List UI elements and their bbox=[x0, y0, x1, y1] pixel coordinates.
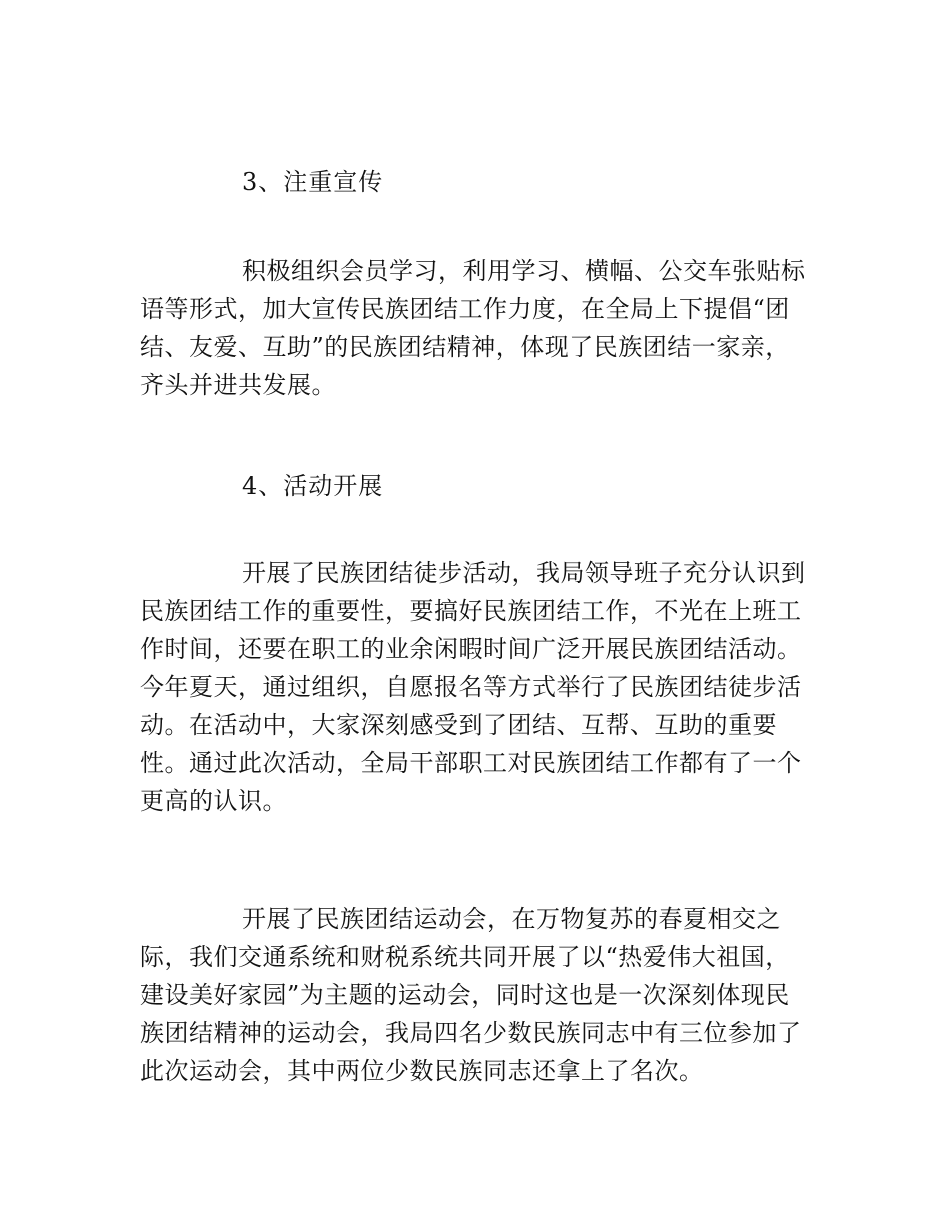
paragraph-line: 今年夏天，通过组织，自愿报名等方式举行了民族团结徒步活 bbox=[140, 673, 802, 701]
paragraph-line: 族团结精神的运动会，我局四名少数民族同志中有三位参加了 bbox=[140, 1019, 802, 1047]
paragraph-line: 开展了民族团结运动会，在万物复苏的春夏相交之 bbox=[242, 905, 781, 933]
paragraph-publicity bbox=[140, 252, 812, 404]
paragraph-line: 开展了民族团结徒步活动，我局领导班子充分认识到 bbox=[242, 559, 806, 587]
paragraph-line: 积极组织会员学习，利用学习、横幅、公交车张贴标 bbox=[242, 257, 806, 285]
paragraph-line: 齐头并进共发展。 bbox=[140, 371, 336, 399]
paragraph-line: 际，我们交通系统和财税系统共同开展了以“热爱伟大祖国， bbox=[140, 943, 790, 971]
paragraph-line: 语等形式，加大宣传民族团结工作力度，在全局上下提倡“团 bbox=[140, 295, 790, 323]
paragraph-line: 作时间，还要在职工的业余闲暇时间广泛开展民族团结活动。 bbox=[140, 635, 802, 663]
paragraph-line: 性。通过此次活动，全局干部职工对民族团结工作都有了一个 bbox=[140, 749, 802, 777]
paragraph-line: 更高的认识。 bbox=[140, 787, 287, 815]
section-heading-publicity: 3、注重宣传 bbox=[242, 168, 384, 196]
paragraph-line: 民族团结工作的重要性，要搞好民族团结工作，不光在上班工 bbox=[140, 597, 802, 625]
paragraph-hiking-activity bbox=[140, 554, 812, 820]
paragraph-line: 建设美好家园”为主题的运动会，同时这也是一次深刻体现民 bbox=[140, 981, 790, 1009]
paragraph-line: 动。在活动中，大家深刻感受到了团结、互帮、互助的重要 bbox=[140, 711, 777, 739]
paragraph-line: 此次运动会，其中两位少数民族同志还拿上了名次。 bbox=[140, 1057, 704, 1085]
paragraph-line: 结、友爱、互助”的民族团结精神，体现了民族团结一家亲， bbox=[140, 333, 790, 361]
section-heading-activities: 4、活动开展 bbox=[242, 472, 384, 500]
paragraph-sports-meet bbox=[140, 900, 812, 1090]
